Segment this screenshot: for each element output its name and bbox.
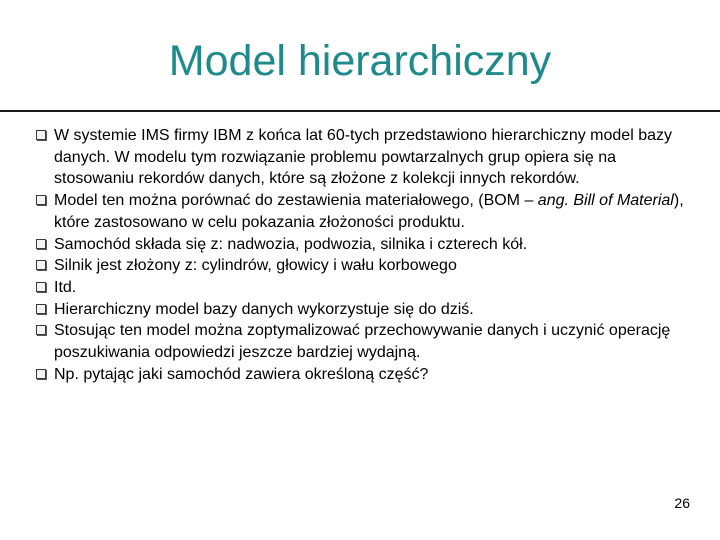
bullet-text: ), które zastosowano w celu pokazania złożoności produktu. [54, 192, 684, 231]
bullet-item [36, 299, 696, 321]
bullet-text-italic: ang. Bill of Material [537, 192, 674, 210]
bullet-item [36, 255, 696, 277]
checkbox-bullet-icon [36, 282, 46, 292]
checkbox-bullet-icon [36, 239, 46, 249]
slide-title: Model hierarchiczny [168, 37, 552, 85]
checkbox-bullet-icon [36, 130, 46, 140]
bullet-text: Stosując ten model można zoptymalizować przechowywanie danych i uczynić operację poszukiwania odpowiedzi jeszcze bardziej wydajną. [54, 322, 671, 362]
checkbox-bullet-icon [36, 260, 46, 270]
checkbox-bullet-icon [36, 369, 46, 379]
bullet-item [36, 190, 696, 233]
bullet-text: Model ten można porównać do zestawienia materiałowego, (BOM – [54, 192, 538, 210]
page-number: 26 [674, 495, 690, 511]
bullet-text: W systemie IMS firmy IBM z końca lat 60-tych przedstawiono hierarchiczny model bazy danych. W modelu tym rozwiązanie problemu powtarzalnych grup opiera się na stosowaniu rekordów danych, które są złożone z kolekcji innych rekordów. [54, 127, 672, 188]
bullet-item [36, 320, 696, 363]
bullet-item [36, 125, 696, 190]
bullet-item [36, 364, 696, 386]
bullet-text: Samochód składa się z: nadwozia, podwozia, silnika i czterech kół. [54, 235, 528, 253]
title-divider [0, 110, 720, 112]
bullet-item [36, 234, 696, 256]
bullet-text: Silnik jest złożony z: cylindrów, głowicy i wału korbowego [54, 257, 457, 275]
bullet-text: Np. pytając jaki samochód zawiera określoną część? [54, 365, 429, 383]
bullet-text: Itd. [54, 278, 77, 296]
bullet-item [36, 277, 696, 299]
checkbox-bullet-icon [36, 195, 46, 205]
bullet-list [36, 125, 696, 385]
checkbox-bullet-icon [36, 325, 46, 335]
checkbox-bullet-icon [36, 304, 46, 314]
bullet-text: Hierarchiczny model bazy danych wykorzystuje się do dziś. [54, 300, 474, 318]
